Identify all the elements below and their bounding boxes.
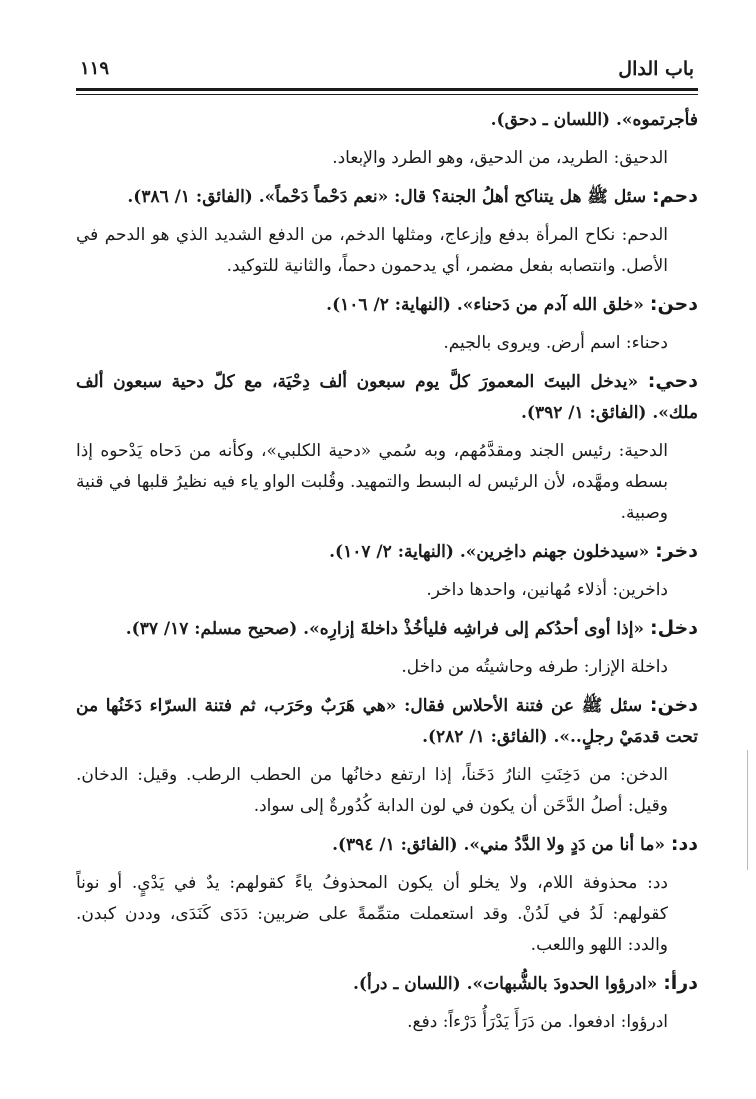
entry-paragraph (76, 829, 698, 861)
gloss-text: ادرؤوا: ادفعوا. من دَرَأَ يَدْرَأُ دَرْءاً: دفع. (407, 1012, 668, 1032)
headword: دخل: (649, 617, 698, 639)
gloss-text: الدحم: نكاح المرأة بدفع وإزعاج، ومثلها الدخم، من الدفع الشديد الذي هو الدحم في الأصل. وانتصابه بفعل مضمر، أي يدحمون دحماً، والثانية للتوكيد. (76, 225, 668, 276)
entry-paragraph (76, 366, 698, 429)
headword: دحي: (647, 370, 698, 392)
gloss-text: داخلة الإزار: طرفه وحاشيتُه من داخل. (401, 657, 668, 677)
header-rule-thin (76, 94, 698, 95)
entry-paragraph (76, 181, 698, 213)
scan-artifact-line (747, 750, 748, 870)
entry-paragraph (76, 104, 698, 136)
gloss-paragraph (76, 760, 698, 822)
gloss-text: الدخن: من دَخِنَتِ النارُ دَخَناً، إذا ارتفع دخانُها من الحطب الرطب. وقيل: الدخان. وقيل: أصلُ الدَّخَن أن يكون في لون الدابة كُدُورةٌ إلى سواد. (76, 765, 668, 816)
gloss-paragraph (76, 220, 698, 282)
headword: دحم: (652, 185, 698, 207)
entry-paragraph (76, 968, 698, 1000)
page-body (76, 104, 698, 1064)
entry-paragraph (76, 690, 698, 753)
entry-text: «ادرؤوا الحدودَ بالشُّبهات». (اللسان ـ درأ). (353, 974, 658, 994)
chapter-title: باب الدال (618, 58, 694, 80)
header-rule-thick (76, 88, 698, 91)
gloss-paragraph (76, 652, 698, 683)
page-number: ١١٩ (80, 58, 110, 79)
headword: دخر: (655, 540, 698, 562)
gloss-paragraph (76, 575, 698, 606)
entry-paragraph (76, 613, 698, 645)
gloss-text: الدحيق: الطريد، من الدحيق، وهو الطرد والإبعاد. (332, 148, 668, 168)
gloss-paragraph (76, 1007, 698, 1038)
entry-text: سئل ﷺ هل يتناكح أهلُ الجنة؟ قال: «نعم دَحْماً دَحْماً». (الفائق: ١/ ٣٨٦). (127, 187, 647, 207)
gloss-paragraph (76, 436, 698, 529)
page-header (78, 58, 694, 88)
entry-paragraph (76, 289, 698, 321)
gloss-text: دحناء: اسم أرض. ويروى بالجيم. (443, 333, 668, 353)
headword: درأ: (663, 972, 698, 994)
headword: دحن: (649, 293, 698, 315)
headword: دد: (670, 833, 698, 855)
entry-text: «سيدخلون جهنم داخِرين». (النهاية: ٢/ ١٠٧). (329, 542, 650, 562)
entry-text: «ما أنا من دَدٍ ولا الدَّدُ مني». (الفائق: ١/ ٣٩٤). (332, 835, 665, 855)
gloss-text: دد: محذوفة اللام، ولا يخلو أن يكون المحذوفُ ياءً كقولهم: يدٌ في يَدْيٍ. أو نوناً كقولهم: لَدُ في لَدُنْ. وقد استعملت متمِّمةً على ضربين: دَدَى كَنَدَى، وددن كبدن. والدد: اللهو واللعب. (76, 873, 668, 955)
gloss-text: الدحية: رئيس الجند ومقدَّمُهم، وبه سُمي «دحية الكلبي»، وكأنه من دَحاه يَدْحوه إذا بسطه ومهَّده، لأن الرئيس له البسط والتمهيد. وقُلبت الواو ياء فيه نظيرُ قلبها في قنية وصبية. (76, 441, 668, 523)
entry-paragraph (76, 536, 698, 568)
entry-text: فأجرتموه». (اللسان ـ دحق). (490, 110, 698, 130)
headword: دخن: (649, 694, 698, 716)
gloss-text: داخرين: أذلاء مُهانين، واحدها داخر. (426, 580, 668, 600)
gloss-paragraph (76, 328, 698, 359)
entry-text: «خلق الله آدم من دَحناء». (النهاية: ٢/ ١٠٦). (326, 295, 644, 315)
entry-text: «إذا أوى أحدُكم إلى فراشِه فليأخُذْ داخلةَ إزارِه». (صحيح مسلم: ١٧/ ٣٧). (125, 619, 645, 639)
gloss-paragraph (76, 868, 698, 961)
entry-text: «يدخل البيتَ المعمورَ كلَّ يوم سبعون ألف دِحْيَة، مع كلّ دحية سبعون ألف ملك». (الفائق: ١/ ٣٩٢). (76, 372, 698, 423)
entry-text: سئل ﷺ عن فتنة الأحلاس فقال: «هي هَرَبٌ وحَرَب، ثم فتنة السرّاء دَخَنُها من تحت قدمَيْ رجلٍ..». (الفائق: ١/ ٢٨٢). (76, 696, 698, 747)
gloss-paragraph (76, 143, 698, 174)
